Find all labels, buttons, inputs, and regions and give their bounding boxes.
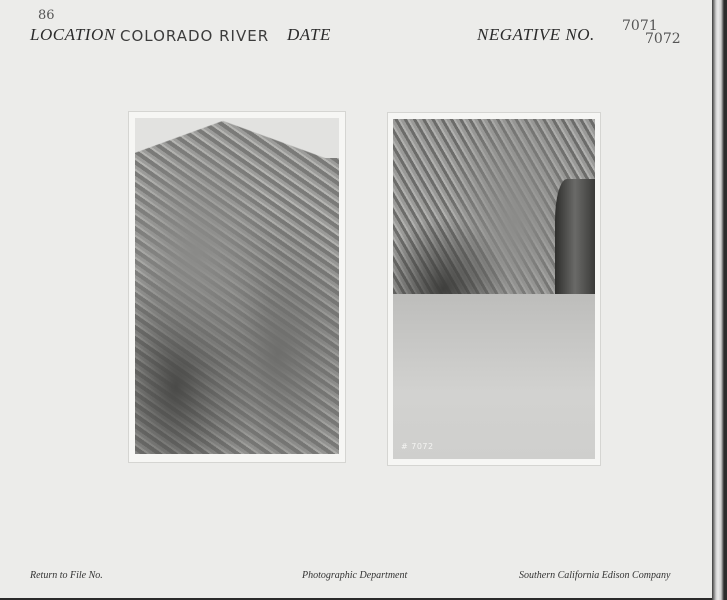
location-value: COLORADO RIVER: [120, 27, 270, 45]
date-label: DATE: [287, 25, 331, 44]
photo-mount-2: [388, 113, 600, 465]
river-water: [393, 294, 595, 459]
photo-mount-1: [129, 112, 345, 462]
negative-number-2: 7072: [645, 31, 681, 47]
photo-negative-label: # 7072: [401, 442, 434, 451]
photo-canyon-river: [393, 119, 595, 459]
photo-cliff-face: [135, 118, 339, 454]
negative-label: NEGATIVE NO.: [477, 25, 595, 44]
footer-return-to-file: Return to File No.: [30, 570, 103, 581]
scan-edge-strip: [712, 0, 727, 600]
corner-number: 86: [38, 8, 55, 23]
footer-company: Southern California Edison Company: [519, 570, 671, 581]
footer-department: Photographic Department: [302, 570, 408, 581]
negative-number-1: 7071: [622, 18, 658, 34]
sky-area: [135, 118, 339, 158]
location-label: LOCATION: [30, 25, 116, 44]
